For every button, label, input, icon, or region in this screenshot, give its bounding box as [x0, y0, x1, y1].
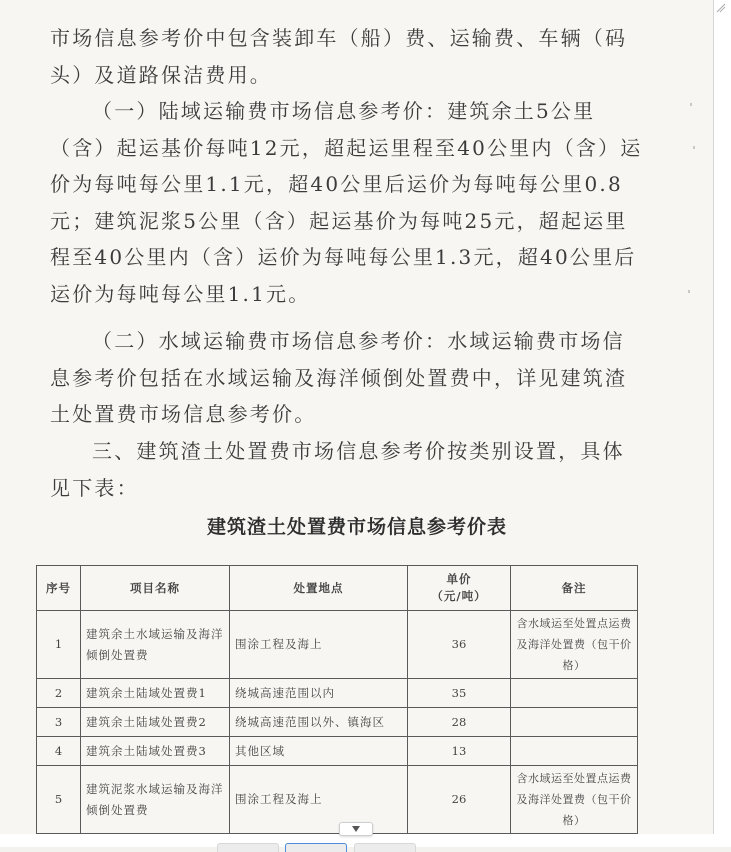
cell-name: 建筑泥浆水域运输及海洋倾倒处置费 [81, 766, 230, 834]
table-row [37, 611, 638, 679]
cell-location: 绕城高速范围以内 [230, 679, 408, 708]
table-row [37, 766, 638, 834]
table-row [37, 679, 638, 708]
scan-speck [690, 103, 692, 106]
header-price [408, 566, 511, 611]
cell-location: 绕城高速范围以外、镇海区 [230, 708, 408, 737]
cell-price: 35 [408, 679, 511, 708]
cell-name: 建筑余土陆域处置费3 [81, 737, 230, 766]
cell-remark: 含水域运至处置点运费及海洋处置费（包干价格） [511, 611, 638, 679]
table-title: 建筑渣土处置费市场信息参考价表 [206, 516, 507, 538]
chevron-down-icon [352, 826, 360, 832]
paragraph-disposal-intro: 三、建筑渣土处置费市场信息参考价按类别设置，具体见下表： [50, 439, 625, 500]
scan-speck [688, 290, 690, 293]
page-thumbnail[interactable] [354, 843, 416, 852]
table-row [37, 737, 638, 766]
page-corner-icon [715, 2, 727, 14]
cell-remark [511, 679, 638, 708]
cell-price: 26 [408, 766, 511, 834]
cell-location: 其他区域 [230, 737, 408, 766]
table-header-row [37, 566, 638, 611]
header-price-line2: （元/吨） [431, 589, 487, 603]
right-gutter [713, 0, 731, 847]
table-row [37, 708, 638, 737]
cell-remark: 含水域运至处置点运费及海洋处置费（包干价格） [511, 766, 638, 834]
page-thumbnail-active[interactable] [285, 843, 347, 852]
cell-name: 建筑余土水域运输及海洋倾倒处置费 [81, 611, 230, 679]
cell-price: 13 [408, 737, 511, 766]
cell-price: 28 [408, 708, 511, 737]
cell-no: 5 [37, 766, 81, 834]
cell-price: 36 [408, 611, 511, 679]
scroll-down-button[interactable] [339, 822, 373, 836]
cell-no: 4 [37, 737, 81, 766]
scan-speck [693, 146, 695, 149]
page-thumbnail[interactable] [217, 843, 279, 852]
cell-name: 建筑余土陆域处置费1 [81, 679, 230, 708]
cell-no: 2 [37, 679, 81, 708]
header-remark: 备注 [511, 566, 638, 611]
paragraph-land-transport: （一）陆域运输费市场信息参考价：建筑余土5公里（含）起运基价每吨12元，超起运里程至40公里内（含）运价为每吨每公里1.1元，超40公里后运价为每吨每公里0.8元；建筑泥浆5公里（含）起运基价为每吨25元，超起运里程至40公里内（含）运价为每吨每公里1.3元，超40公里后运价为每吨每公里1.1元。 [50, 99, 643, 306]
cell-no: 1 [37, 611, 81, 679]
header-no: 序号 [37, 566, 81, 611]
cell-location: 围涂工程及海上 [230, 766, 408, 834]
cell-remark [511, 737, 638, 766]
disposal-price-table [36, 565, 638, 834]
header-location: 处置地点 [230, 566, 408, 611]
cell-location: 围涂工程及海上 [230, 611, 408, 679]
paragraph-fee-scope: 市场信息参考价中包含装卸车（船）费、运输费、车辆（码头）及道路保洁费用。 [50, 26, 628, 87]
paragraph-water-transport: （二）水域运输费市场信息参考价：水域运输费市场信息参考价包括在水域运输及海洋倾倒处置费中，详见建筑渣土处置费市场信息参考价。 [50, 329, 628, 427]
header-price-line1: 单价 [446, 572, 472, 586]
cell-no: 3 [37, 708, 81, 737]
cell-name: 建筑余土陆域处置费2 [81, 708, 230, 737]
header-name: 项目名称 [81, 566, 230, 611]
cell-remark [511, 708, 638, 737]
